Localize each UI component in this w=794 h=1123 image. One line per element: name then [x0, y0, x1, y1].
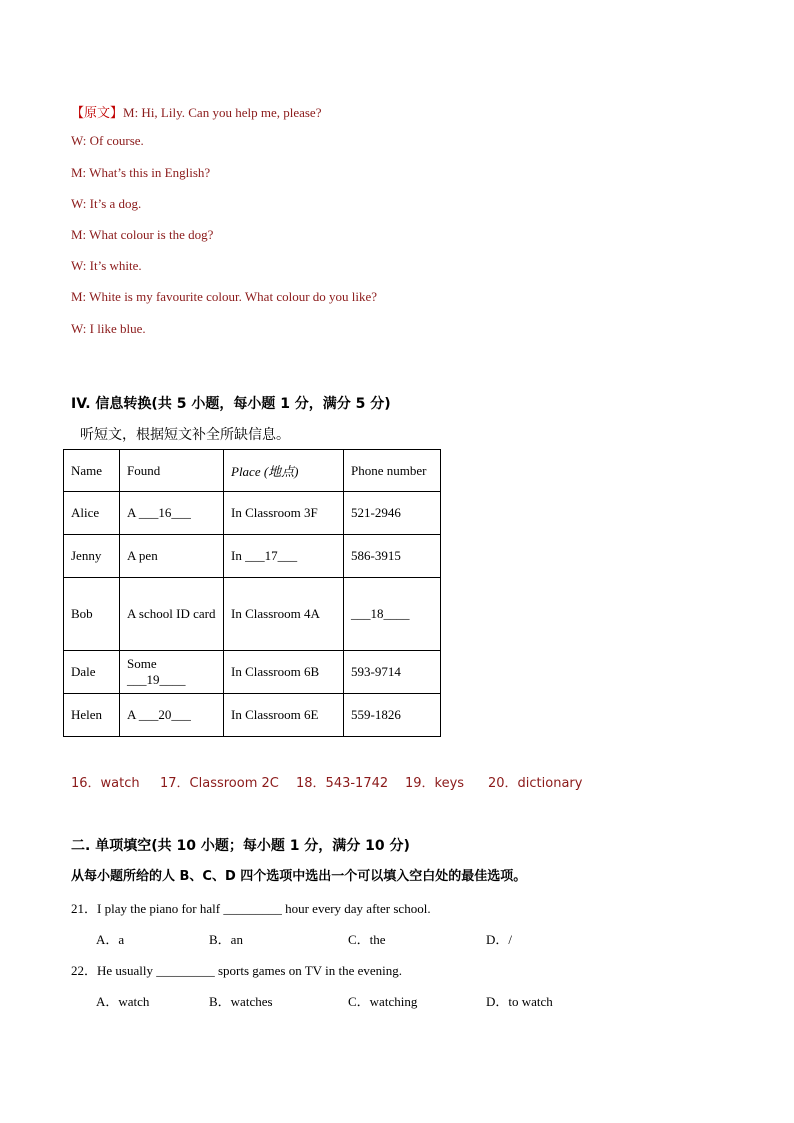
script-label: 【原文】 [71, 106, 124, 121]
table-cell: Alice [64, 492, 120, 535]
table-cell: Bob [64, 578, 120, 651]
info-table [63, 449, 441, 737]
table-cell: Dale [64, 651, 120, 694]
header-cell: Place (地点) [224, 450, 344, 492]
answer-item: 19．keys [405, 776, 465, 791]
option-d[interactable]: D．/ [486, 932, 513, 947]
header-cell: Phone number [344, 450, 441, 492]
script-line: W: It’s a dog. [71, 196, 142, 211]
script-line [71, 102, 321, 121]
question-stem: 22．He usually _________ sports games on TV in the evening. [71, 963, 402, 978]
table-cell: 586-3915 [344, 535, 441, 578]
option-c[interactable]: C．watching [348, 994, 418, 1009]
option-b[interactable]: B．an [209, 932, 243, 947]
option-b[interactable]: B．watches [209, 994, 273, 1009]
table-cell: A ___16___ [120, 492, 224, 535]
table-cell: ___18____ [344, 578, 441, 651]
section-heading: 二. 单项填空(共 10 小题；每小题 1 分，满分 10 分) [71, 838, 410, 854]
section-heading: IV. 信息转换(共 5 小题，每小题 1 分，满分 5 分) [71, 396, 391, 412]
table-cell: 593-9714 [344, 651, 441, 694]
option-d[interactable]: D．to watch [486, 994, 553, 1009]
script-line: W: I like blue. [71, 321, 146, 336]
script-line: W: It’s white. [71, 258, 142, 273]
table-cell: In Classroom 6E [224, 694, 344, 737]
table-cell: A pen [120, 535, 224, 578]
table-cell: In Classroom 3F [224, 492, 344, 535]
answer-item: 17．Classroom 2C [160, 776, 279, 791]
section-instruction: 从每小题所给的人 B、C、D 四个选项中选出一个可以填入空白处的最佳选项。 [71, 869, 527, 884]
option-c[interactable]: C．the [348, 932, 386, 947]
table-cell: Jenny [64, 535, 120, 578]
script-line: M: What colour is the dog? [71, 227, 214, 242]
option-a[interactable]: A．watch [96, 994, 150, 1009]
script-line: M: What’s this in English? [71, 165, 211, 180]
table-cell: In ___17___ [224, 535, 344, 578]
table-cell: A school ID card [120, 578, 224, 651]
script-text: M: Hi, Lily. Can you help me, please? [123, 105, 322, 120]
table-cell: A ___20___ [120, 694, 224, 737]
script-line: M: White is my favourite colour. What colour do you like? [71, 289, 378, 304]
header-cell: Name [64, 450, 120, 492]
section-instruction: 听短文，根据短文补全所缺信息。 [80, 427, 290, 443]
table-cell: In Classroom 6B [224, 651, 344, 694]
table-cell: 559-1826 [344, 694, 441, 737]
header-cell: Found [120, 450, 224, 492]
table-cell: 521-2946 [344, 492, 441, 535]
table-row [64, 492, 441, 535]
answer-item: 18．543-1742 [296, 776, 389, 791]
option-a[interactable]: A．a [96, 932, 125, 947]
table-cell: Helen [64, 694, 120, 737]
table-row [64, 651, 441, 694]
table-row [64, 578, 441, 651]
table-cell: Some ___19____ [120, 651, 224, 694]
table-cell: In Classroom 4A [224, 578, 344, 651]
answer-item: 16．watch [71, 776, 140, 791]
table-row [64, 694, 441, 737]
table-header-row [64, 450, 441, 492]
question-stem: 21．I play the piano for half _________ hour every day after school. [71, 901, 431, 916]
script-line: W: Of course. [71, 133, 144, 148]
table-row [64, 535, 441, 578]
answer-item: 20．dictionary [488, 776, 583, 791]
